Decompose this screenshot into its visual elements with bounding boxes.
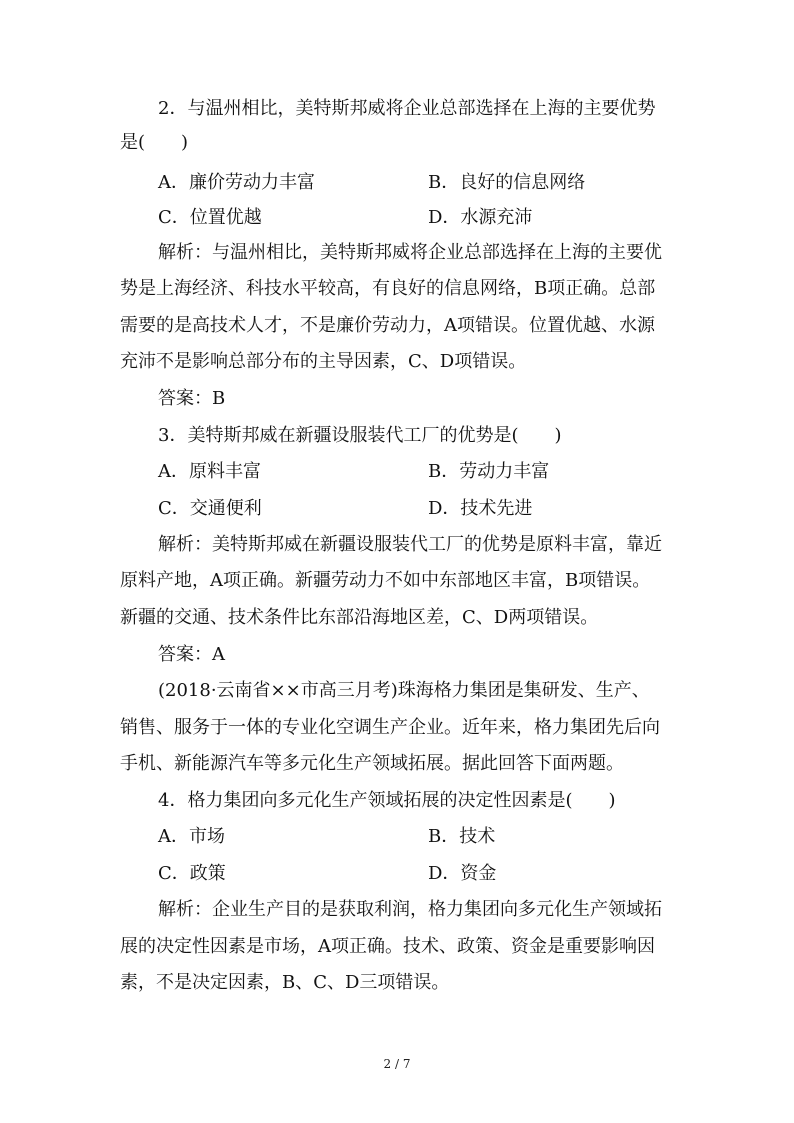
q4-analysis-line-1: 解析：企业生产目的是获取利润，格力集团向多元化生产领域拓 (158, 899, 662, 920)
q4-option-c: C．政策 (158, 863, 226, 884)
q3-analysis-line-1: 解析：美特斯邦威在新疆设服装代工厂的优势是原料丰富，靠近 (158, 534, 662, 555)
q4-option-b: B．技术 (428, 826, 496, 847)
q2-analysis-line-2: 势是上海经济、科技水平较高，有良好的信息网络，B项正确。总部 (120, 278, 656, 299)
q3-option-d: D．技术先进 (428, 498, 533, 519)
q2-option-a: A．廉价劳动力丰富 (158, 172, 315, 193)
q3-option-c: C．交通便利 (158, 498, 262, 519)
q2-analysis-line-1: 解析：与温州相比，美特斯邦威将企业总部选择在上海的主要优 (158, 242, 662, 263)
q3-option-b: B．劳动力丰富 (428, 461, 550, 482)
material-line-3: 手机、新能源汽车等多元化生产领域拓展。据此回答下面两题。 (120, 753, 624, 774)
q3-option-a: A．原料丰富 (158, 461, 261, 482)
q4-analysis-line-3: 素，不是决定因素，B、C、D三项错误。 (120, 972, 450, 993)
q2-option-c: C．位置优越 (158, 207, 262, 228)
q3-analysis-line-2: 原料产地，A项正确。新疆劳动力不如中东部地区丰富，B项错误。 (120, 570, 651, 591)
q4-stem: 4．格力集团向多元化生产领域拓展的决定性因素是( ) (158, 790, 616, 811)
page-number: 2 / 7 (383, 1057, 411, 1071)
q4-analysis-line-2: 展的决定性因素是市场，A项正确。技术、政策、资金是重要影响因 (120, 936, 655, 957)
q2-analysis-line-4: 充沛不是影响总部分布的主导因素，C、D项错误。 (120, 351, 527, 372)
q2-answer: 答案：B (158, 388, 226, 409)
q4-option-a: A．市场 (158, 826, 225, 847)
q2-option-d: D．水源充沛 (428, 207, 533, 228)
q3-analysis-line-3: 新疆的交通、技术条件比东部沿海地区差，C、D两项错误。 (120, 607, 599, 628)
q4-option-d: D．资金 (428, 863, 497, 884)
material-line-2: 销售、服务于一体的专业化空调生产企业。近年来，格力集团先后向 (120, 717, 660, 738)
material-line-1: (2018·云南省××市高三月考)珠海格力集团是集研发、生产、 (158, 680, 650, 701)
q3-answer: 答案：A (158, 644, 225, 665)
q2-stem-line-2: 是( ) (120, 132, 189, 153)
q3-stem: 3．美特斯邦威在新疆设服装代工厂的优势是( ) (158, 425, 562, 446)
q2-analysis-line-3: 需要的是高技术人才，不是廉价劳动力，A项错误。位置优越、水源 (120, 315, 655, 336)
q2-stem-line-1: 2．与温州相比，美特斯邦威将企业总部选择在上海的主要优势 (158, 98, 656, 119)
q2-option-b: B．良好的信息网络 (428, 172, 586, 193)
